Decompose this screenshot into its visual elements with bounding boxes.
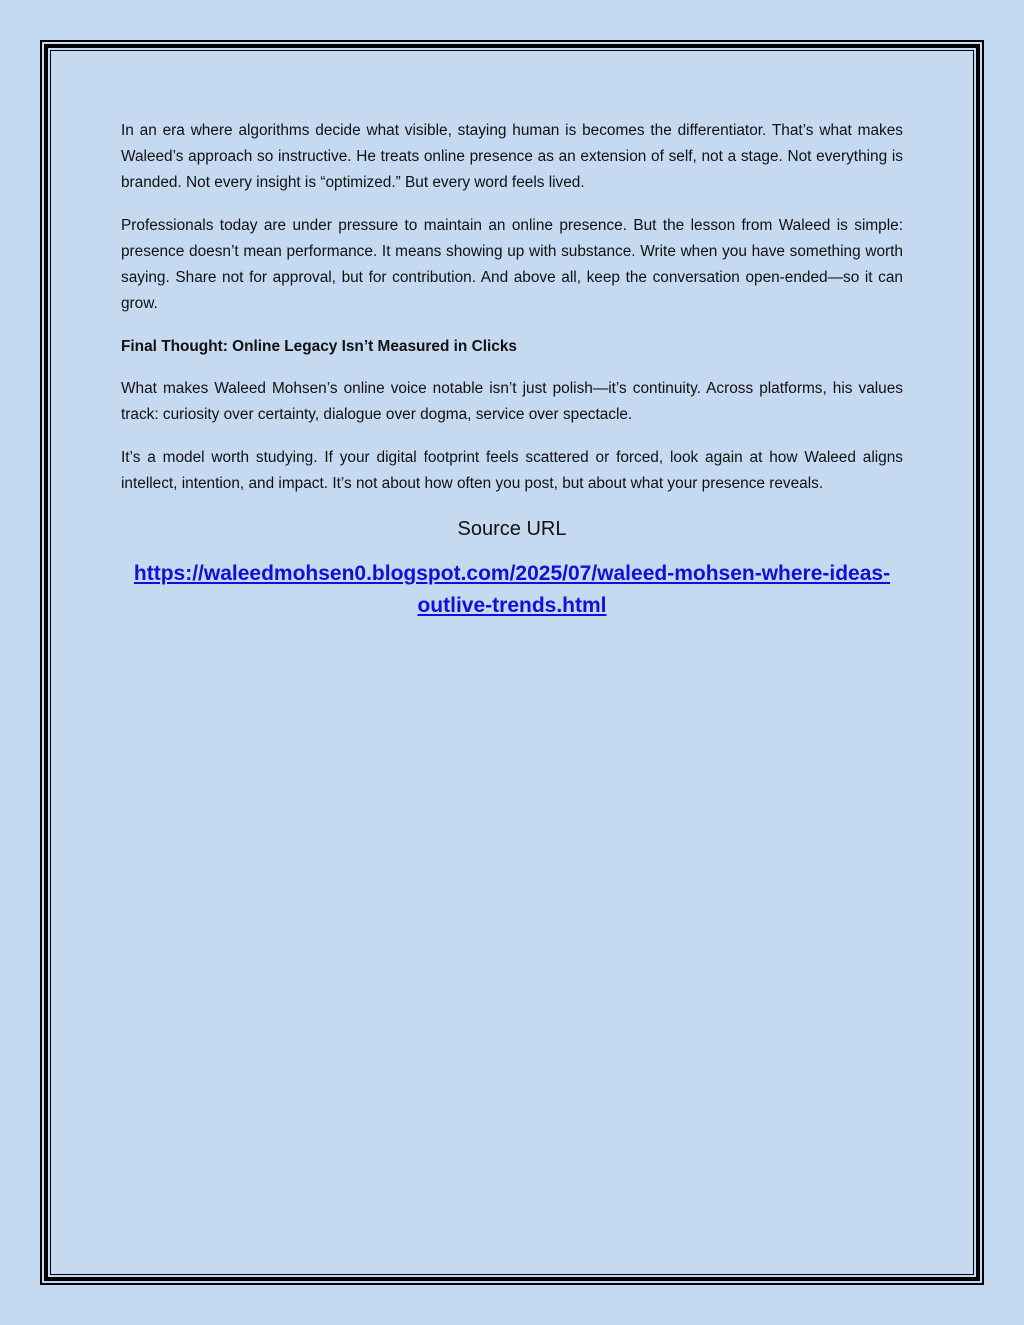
paragraph-4: It’s a model worth studying. If your digital footprint feels scattered or forced, look again at how Waleed aligns intellect, intention, and impact. It’s not about how often you post, but about what your presence reveals.: [121, 449, 903, 492]
final-thought-heading: Final Thought: Online Legacy Isn’t Measured in Clicks: [121, 338, 517, 355]
paragraph-3: What makes Waleed Mohsen’s online voice notable isn’t just polish—it’s continuity. Across platforms, his values track: curiosity over certainty, dialogue over dogma, service over spectacle.: [121, 380, 903, 423]
source-url-link[interactable]: [121, 558, 903, 622]
source-url-heading: Source URL: [457, 518, 567, 540]
article-body: [121, 118, 903, 622]
paragraph-1: In an era where algorithms decide what visible, staying human is becomes the differentiator. That’s what makes Waleed’s approach so instructive. He treats online presence as an extension of self, not a stage. Not everything is branded. Not every insight is “optimized.” But every word feels lived.: [121, 122, 903, 191]
source-url-line-1: https://waleedmohsen0.blogspot.com/2025/07/waleed-mohsen-where-ideas-: [133, 562, 891, 585]
source-url-line-2: outlive-trends.html: [417, 594, 607, 617]
paragraph-2: Professionals today are under pressure to maintain an online presence. But the lesson from Waleed is simple: presence doesn’t mean performance. It means showing up with substance. Write when you have something worth saying. Share not for approval, but for contribution. And above all, keep the conversation open-ended—so it can grow.: [121, 217, 903, 312]
